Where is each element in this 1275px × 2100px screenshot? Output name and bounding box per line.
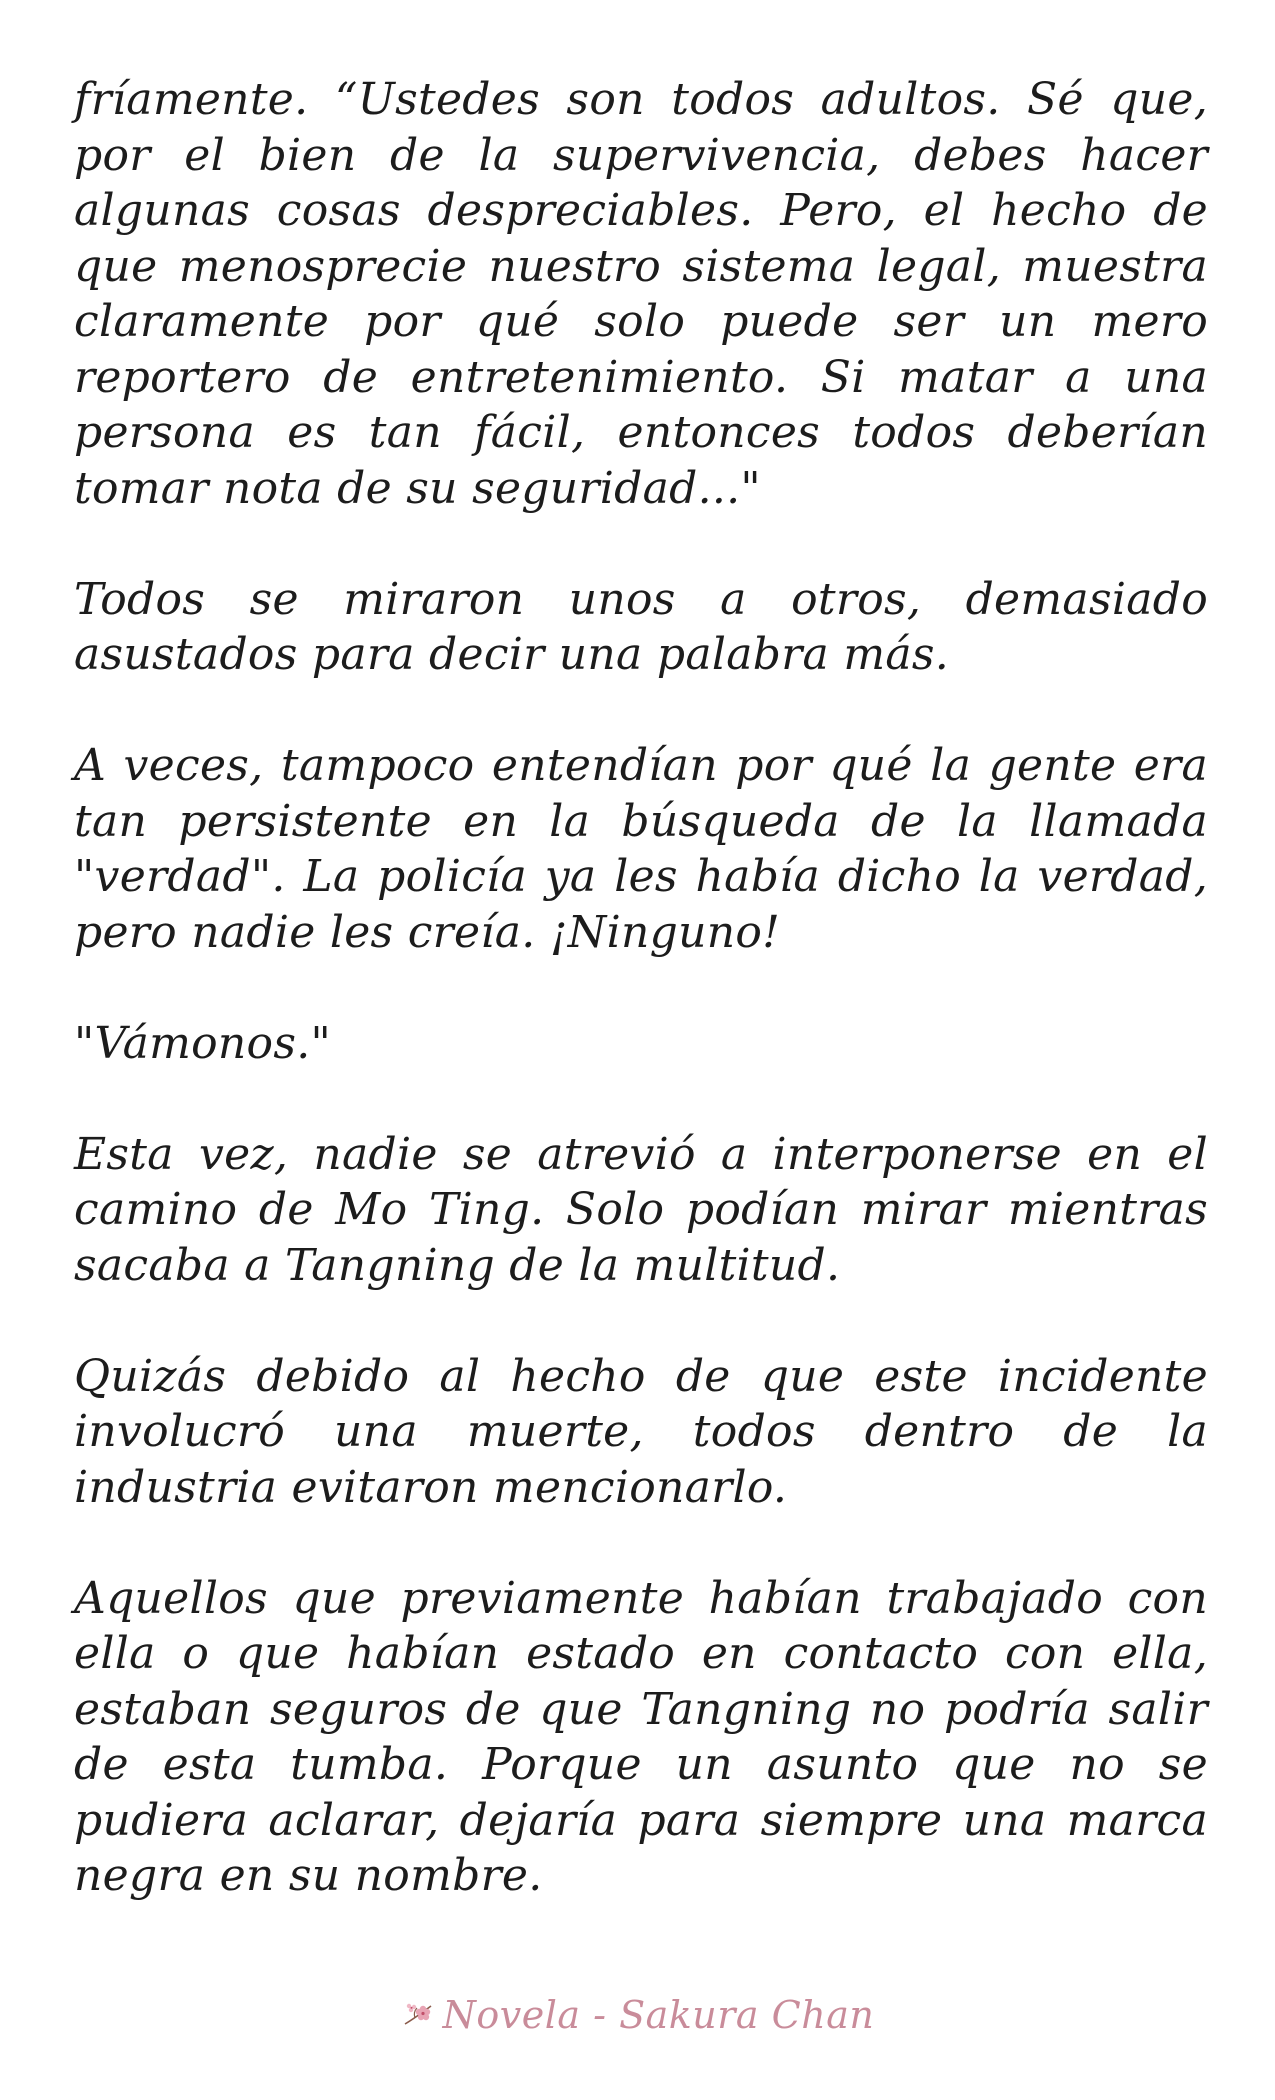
paragraph: fríamente. “Ustedes son todos adultos. Sé que, por el bien de la supervivencia, debes hacer algunas cosas despreciables. Pero, el hecho de que menosprecie nuestro sistema legal, muestra claramente por qué solo puede ser un mero reportero de entretenimiento. Si matar a una persona es tan fácil, entonces todos deberían tomar nota de su seguridad..." [74, 74, 1208, 514]
cherry-blossom-icon [401, 1998, 435, 2032]
paragraph: Aquellos que previamente habían trabajado con ella o que habían estado en contacto con ella, estaban seguros de que Tangning no podría salir de esta tumba. Porque un asunto que no se pudiera aclarar, dejaría para siempre una marca negra en su nombre. [74, 1572, 1208, 1901]
story-text [74, 72, 1208, 1904]
paragraph: Esta vez, nadie se atrevió a interponerse en el camino de Mo Ting. Solo podían mirar mientras sacaba a Tangning de la multitud. [74, 1128, 1208, 1291]
paragraph: Todos se miraron unos a otros, demasiado asustados para decir una palabra más. [74, 573, 1208, 680]
paragraph: A veces, tampoco entendían por qué la gente era tan persistente en la búsqueda de la llamada "verdad". La policía ya les había dicho la verdad, pero nadie les creía. ¡Ninguno! [74, 740, 1208, 958]
watermark [0, 1985, 1275, 2045]
watermark-text: Novela - Sakura Chan [442, 1993, 875, 2037]
paragraph: "Vámonos." [74, 1017, 332, 1069]
paragraph: Quizás debido al hecho de que este incidente involucró una muerte, todos dentro de la industria evitaron mencionarlo. [74, 1350, 1208, 1513]
